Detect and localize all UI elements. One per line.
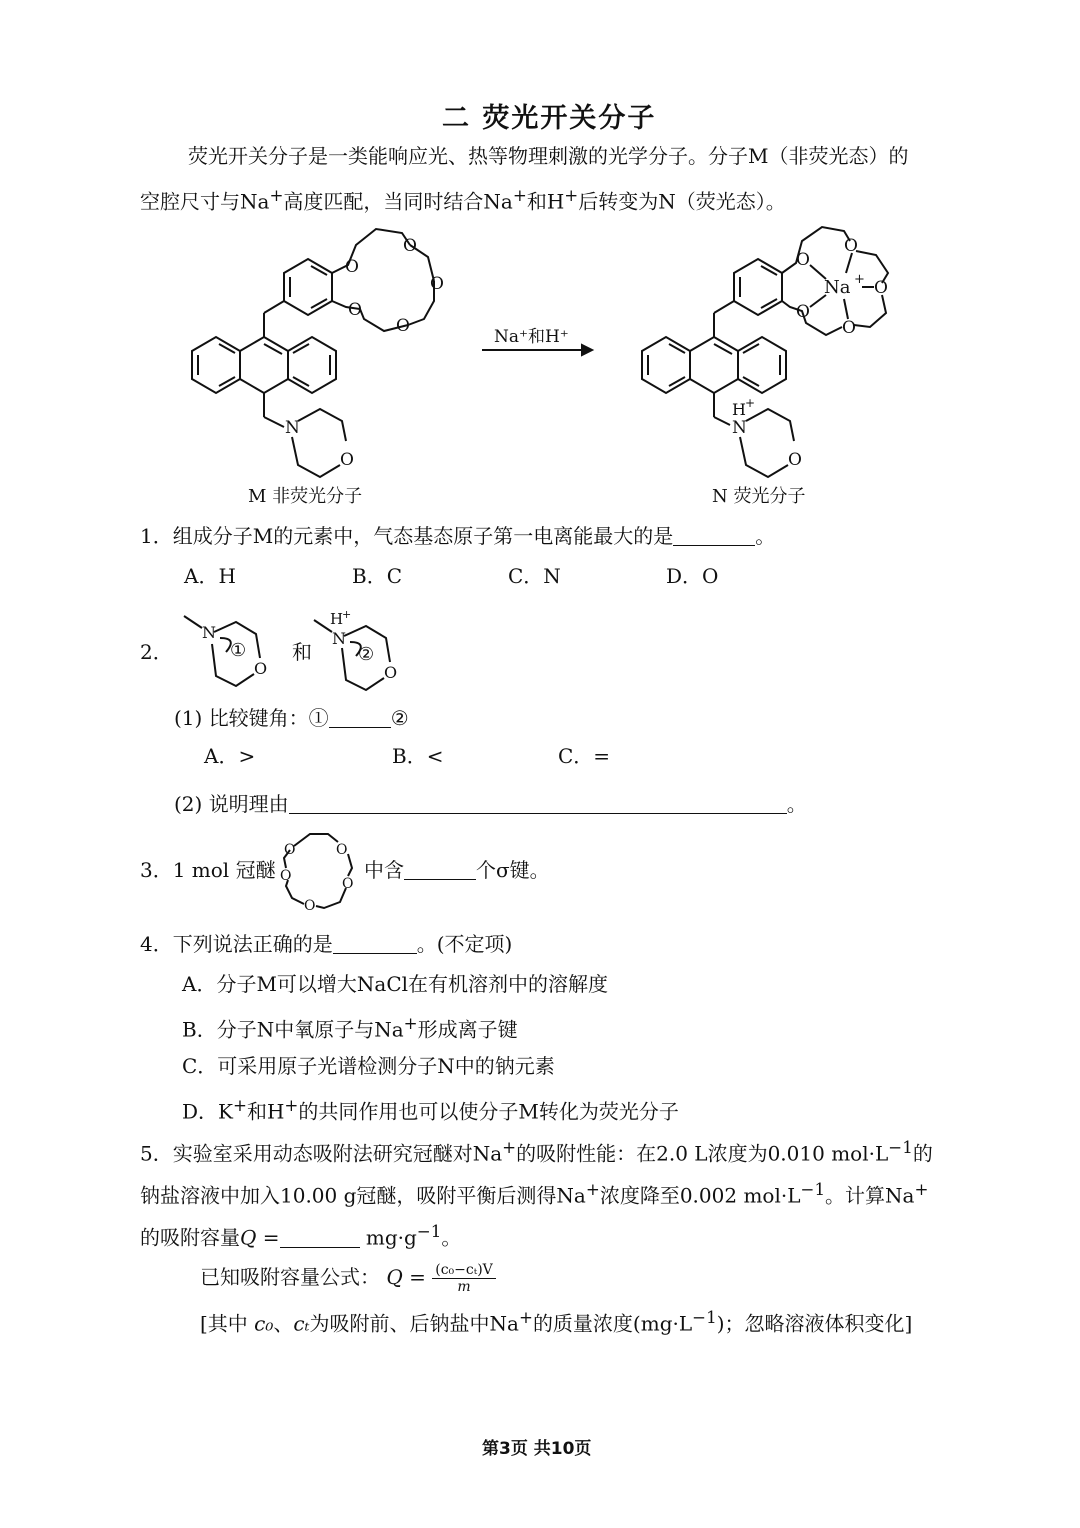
angle-mark-1: ① — [230, 640, 247, 661]
crown-oxygen: O — [342, 876, 354, 892]
sodium-charge: + — [854, 272, 865, 287]
q2-structure-1 — [180, 608, 290, 698]
crown-oxygen: O — [336, 842, 348, 858]
angle-mark-2: ② — [358, 644, 375, 665]
crown-oxygen: O — [796, 250, 810, 270]
q2-option-a: A．> — [204, 744, 256, 768]
morpholine-nitrogen: N — [732, 418, 747, 438]
q2-oxygen-2: O — [384, 663, 398, 682]
sodium-ion: Na — [824, 277, 851, 298]
q2-proton-charge: + — [342, 608, 352, 621]
crown-oxygen: O — [796, 302, 810, 322]
q5-formula: 已知吸附容量公式： Q = $\frac{\text{(c₀−cₜ)V}}{m}$ — [200, 1262, 496, 1295]
q2-sub2: (2) 说明理由 。 — [174, 792, 807, 816]
formula-fraction: $\frac{\text{(c₀−cₜ)V}}{m}$ — [432, 1262, 496, 1295]
q1-option-b: B．C — [352, 564, 402, 588]
q4-option-b: B．分子N中氧原子与Na+形成离子键 — [182, 1014, 518, 1042]
crown-oxygen: O — [874, 278, 888, 298]
q1-option-c: C．N — [508, 564, 561, 588]
crown-oxygen: O — [403, 236, 417, 256]
q2-oxygen-1: O — [254, 659, 268, 678]
q3-stem-b: 中含 个σ键。 — [364, 858, 550, 882]
q5-line-2: 钠盐溶液中加入10.00 g冠醚，吸附平衡后测得Na+浓度降至0.002 $mol\cdot L^{-1}$。计算Na+ — [140, 1180, 929, 1208]
crown-oxygen: O — [348, 300, 362, 320]
q4-option-d: D．K+和H+的共同作用也可以使分子M转化为荧光分子 — [182, 1096, 679, 1124]
intro-line-2: 空腔尺寸与Na+高度匹配，当同时结合Na+和H+后转变为N（荧光态）。 — [140, 186, 786, 214]
q1-option-a: A．H — [184, 564, 236, 588]
q2-structure-2 — [310, 606, 420, 702]
morpholine-nitrogen: N — [285, 418, 300, 438]
page-footer: 第3页 共10页 — [482, 1439, 592, 1459]
q4-option-a: A．分子M可以增大NaCl在有机溶剂中的溶解度 — [182, 972, 609, 996]
crown-ether-structure — [276, 824, 366, 916]
crown-oxygen: O — [396, 316, 410, 336]
question-1: 1．组成分子M的元素中，气态基态原子第一电离能最大的是 。 — [140, 524, 776, 548]
crown-oxygen: O — [345, 257, 359, 277]
proton-charge: + — [745, 396, 756, 410]
section-title: 二 荧光开关分子 — [442, 103, 657, 134]
crown-oxygen: O — [430, 274, 444, 294]
q5-line-3: 的吸附容量$Q = mg\cdot g^{-1}$。 — [140, 1222, 462, 1250]
q1-option-d: D．O — [666, 564, 719, 588]
q3-stem-a: 3．1 mol 冠醚 — [140, 858, 276, 882]
question-4: 4．下列说法正确的是 。(不定项) — [140, 932, 513, 956]
q4-option-c: C．可采用原子光谱检测分子N中的钠元素 — [182, 1054, 555, 1078]
intro-line-1: 荧光开关分子是一类能响应光、热等物理刺激的光学分子。分子M（非荧光态）的 — [188, 144, 909, 168]
crown-oxygen: O — [280, 868, 292, 884]
molecule-m-caption: M 非荧光分子 — [248, 486, 363, 507]
proton: H — [732, 400, 746, 419]
morpholine-oxygen: O — [788, 450, 802, 470]
q2-nitrogen-2: N — [332, 629, 346, 648]
morpholine-oxygen: O — [340, 450, 354, 470]
molecule-n-caption: N 荧光分子 — [712, 486, 806, 507]
crown-oxygen: O — [842, 318, 856, 338]
q2-number: 2． — [140, 640, 173, 664]
q5-note: [其中 c₀、cₜ为吸附前、后钠盐中Na+的质量浓度$(mg\cdot L^{-1})$；忽略溶液体积变化] — [200, 1308, 913, 1336]
reaction-arrow — [482, 340, 592, 360]
q2-nitrogen-1: N — [202, 623, 216, 642]
crown-oxygen: O — [284, 842, 296, 858]
molecule-m-structure — [180, 215, 480, 515]
q2-proton: H — [330, 610, 344, 628]
reaction-arrow-label: Na⁺和H⁺ — [494, 327, 569, 347]
q2-sub1: (1) 比较键角：① ② — [174, 706, 409, 730]
q2-option-c: C．= — [558, 744, 611, 768]
q2-and: 和 — [292, 640, 312, 664]
crown-oxygen: O — [304, 898, 316, 914]
crown-oxygen: O — [844, 236, 858, 256]
q2-option-b: B．< — [392, 744, 444, 768]
q5-line-1: 5．实验室采用动态吸附法研究冠醚对Na+的吸附性能：在2.0 L浓度为0.010 $mol\cdot L^{-1}$的 — [140, 1138, 933, 1166]
molecule-n-structure — [630, 215, 930, 515]
